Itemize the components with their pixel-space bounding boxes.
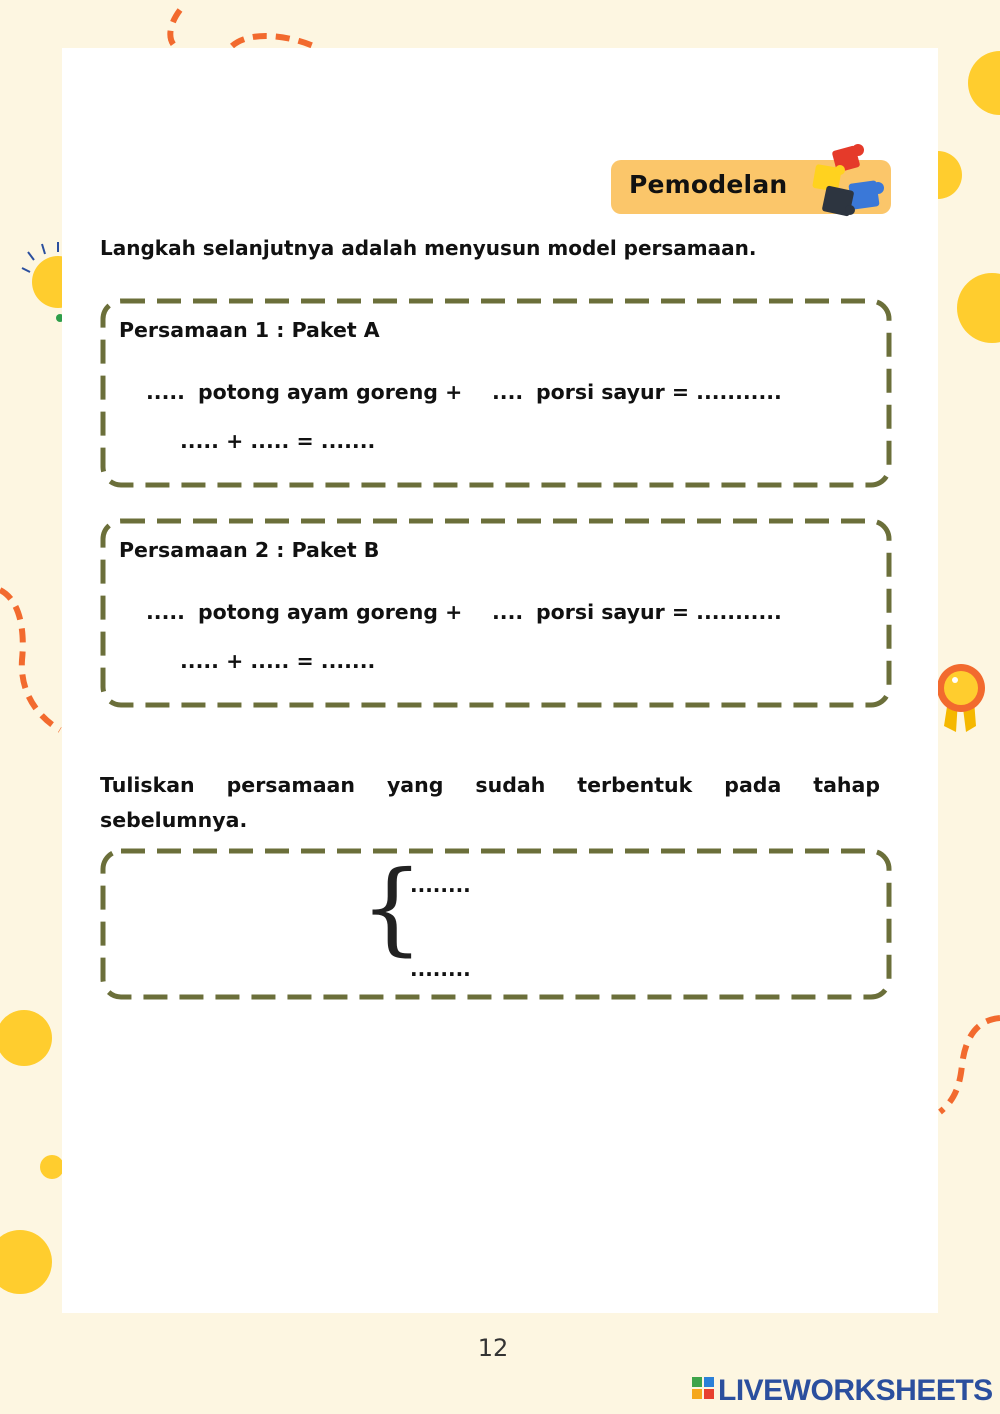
brand-name: LIVEWORKSHEETS <box>718 1374 993 1407</box>
yellow-circle <box>40 1155 64 1179</box>
liveworksheets-logo-icon <box>692 1377 714 1399</box>
equation-box-1 <box>100 298 892 488</box>
blank-sayur[interactable]: .... <box>492 380 524 404</box>
equation-text: porsi sayur = ........... <box>536 380 782 404</box>
yellow-circle <box>957 273 1000 343</box>
system-equation-box <box>100 848 892 1000</box>
blank-ayam[interactable]: ..... <box>146 380 185 404</box>
equation-title: Persamaan 2 : Paket B <box>119 538 380 562</box>
system-equation-blank-2[interactable]: ........ <box>410 957 471 981</box>
blank-sayur[interactable]: .... <box>492 600 524 624</box>
page-number: 12 <box>477 1334 509 1362</box>
puzzle-pieces-icon <box>806 140 886 224</box>
yellow-circle <box>0 1010 52 1066</box>
orange-dashed-curve-right <box>940 1018 1000 1112</box>
equation-box-2 <box>100 518 892 708</box>
section-badge-label: Pemodelan <box>629 170 788 199</box>
curly-brace: { <box>360 849 424 966</box>
yellow-circle <box>968 51 1000 115</box>
yellow-circle <box>0 1230 52 1294</box>
equation-title: Persamaan 1 : Paket A <box>119 318 380 342</box>
orange-dashed-curve-left <box>0 590 60 730</box>
intro-instruction: Langkah selanjutnya adalah menyusun model persamaan. <box>100 236 757 260</box>
orange-dashed-curve-top <box>170 10 318 48</box>
equation-text: porsi sayur = ........... <box>536 600 782 624</box>
equation-text: potong ayam goreng + <box>198 600 463 624</box>
write-system-instruction: Tuliskan persamaan yang sudah terbentuk pada tahap sebelumnya. <box>100 773 880 832</box>
equation-variable-line[interactable]: ..... + ..... = ....... <box>180 649 376 673</box>
equation-text: potong ayam goreng + <box>198 380 463 404</box>
medal-icon <box>937 664 985 732</box>
system-equation-blank-1[interactable]: ........ <box>410 873 471 897</box>
equation-variable-line[interactable]: ..... + ..... = ....... <box>180 429 376 453</box>
blank-ayam[interactable]: ..... <box>146 600 185 624</box>
dashed-border <box>100 848 892 1000</box>
